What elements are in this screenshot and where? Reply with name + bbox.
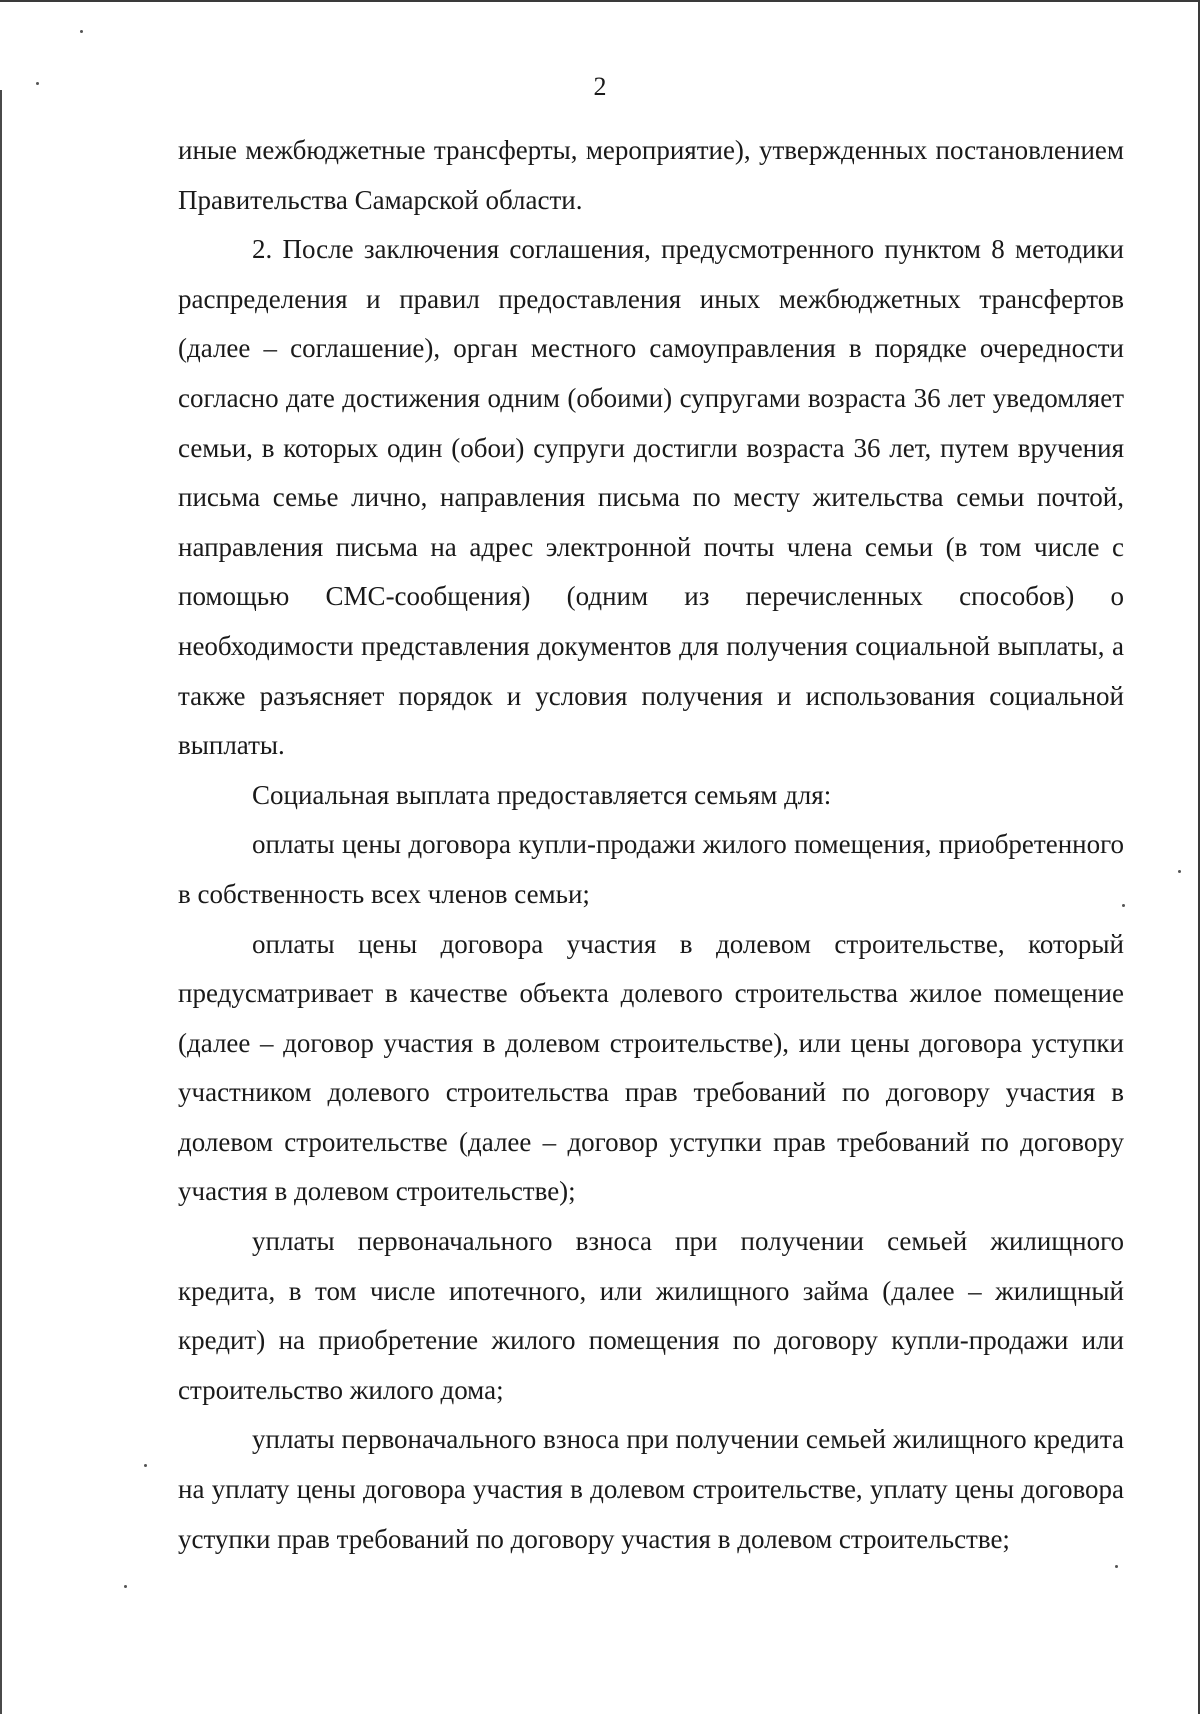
paragraph-payment-purposes-intro: Социальная выплата предоставляется семьям для: — [252, 779, 832, 810]
paragraph-continuation: иные межбюджетные трансферты, мероприятие), утвержденных постановлением Правительства Самарской области. — [178, 135, 1124, 215]
scan-edge-top — [0, 0, 1200, 2]
scan-speck — [80, 30, 83, 33]
scan-edge-left — [0, 90, 2, 1714]
scan-speck — [1178, 870, 1181, 873]
paragraph-shared-construction: оплаты цены договора участия в долевом строительстве, который предусматривает в качестве объекта долевого строительства жилое помещение (далее – договор участия в долевом строительстве), или цены договора уступки участником долевого строительства прав требований по договору участия в долевом строительстве (далее – договор уступки прав требований по договору участия в долевом строительстве); — [178, 928, 1124, 1207]
paragraph-item-2: 2. После заключения соглашения, предусмотренного пунктом 8 методики распределения и правил предоставления иных межбюджетных трансфертов (далее – соглашение), орган местного самоуправления в порядке очередности согласно дате достижения одним (обоими) супругами возраста 36 лет уведомляет семьи, в которых один (обои) супруги достигли возраста 36 лет, путем вручения письма семье лично, направления письма по месту жительства семьи почтой, направления письма на адрес электронной почты члена семьи (в том числе с помощью СМС-сообщения) (одним из перечисленных способов) о необходимости представления документов для получения социальной выплаты, а также разъясняет порядок и условия получения и использования социальной выплаты. — [178, 234, 1124, 761]
page-number: 2 — [593, 72, 607, 101]
scan-speck — [144, 1464, 147, 1467]
scan-speck — [1115, 1565, 1118, 1568]
paragraph-initial-payment-shared-construction: уплаты первоначального взноса при получении семьей жилищного кредита на уплату цены договора участия в долевом строительстве, уплату цены договора уступки прав требований по договору участия в долевом строительстве; — [178, 1424, 1124, 1554]
paragraph-initial-payment-credit: уплаты первоначального взноса при получении семьей жилищного кредита, в том числе ипотечного, или жилищного займа (далее – жилищный кредит) на приобретение жилого помещения по договору купли-продажи или строительство жилого дома; — [178, 1226, 1124, 1405]
document-body — [178, 126, 1124, 1564]
paragraph-purchase-contract: оплаты цены договора купли-продажи жилого помещения, приобретенного в собственность всех членов семьи; — [178, 829, 1124, 909]
scan-speck — [124, 1585, 127, 1588]
